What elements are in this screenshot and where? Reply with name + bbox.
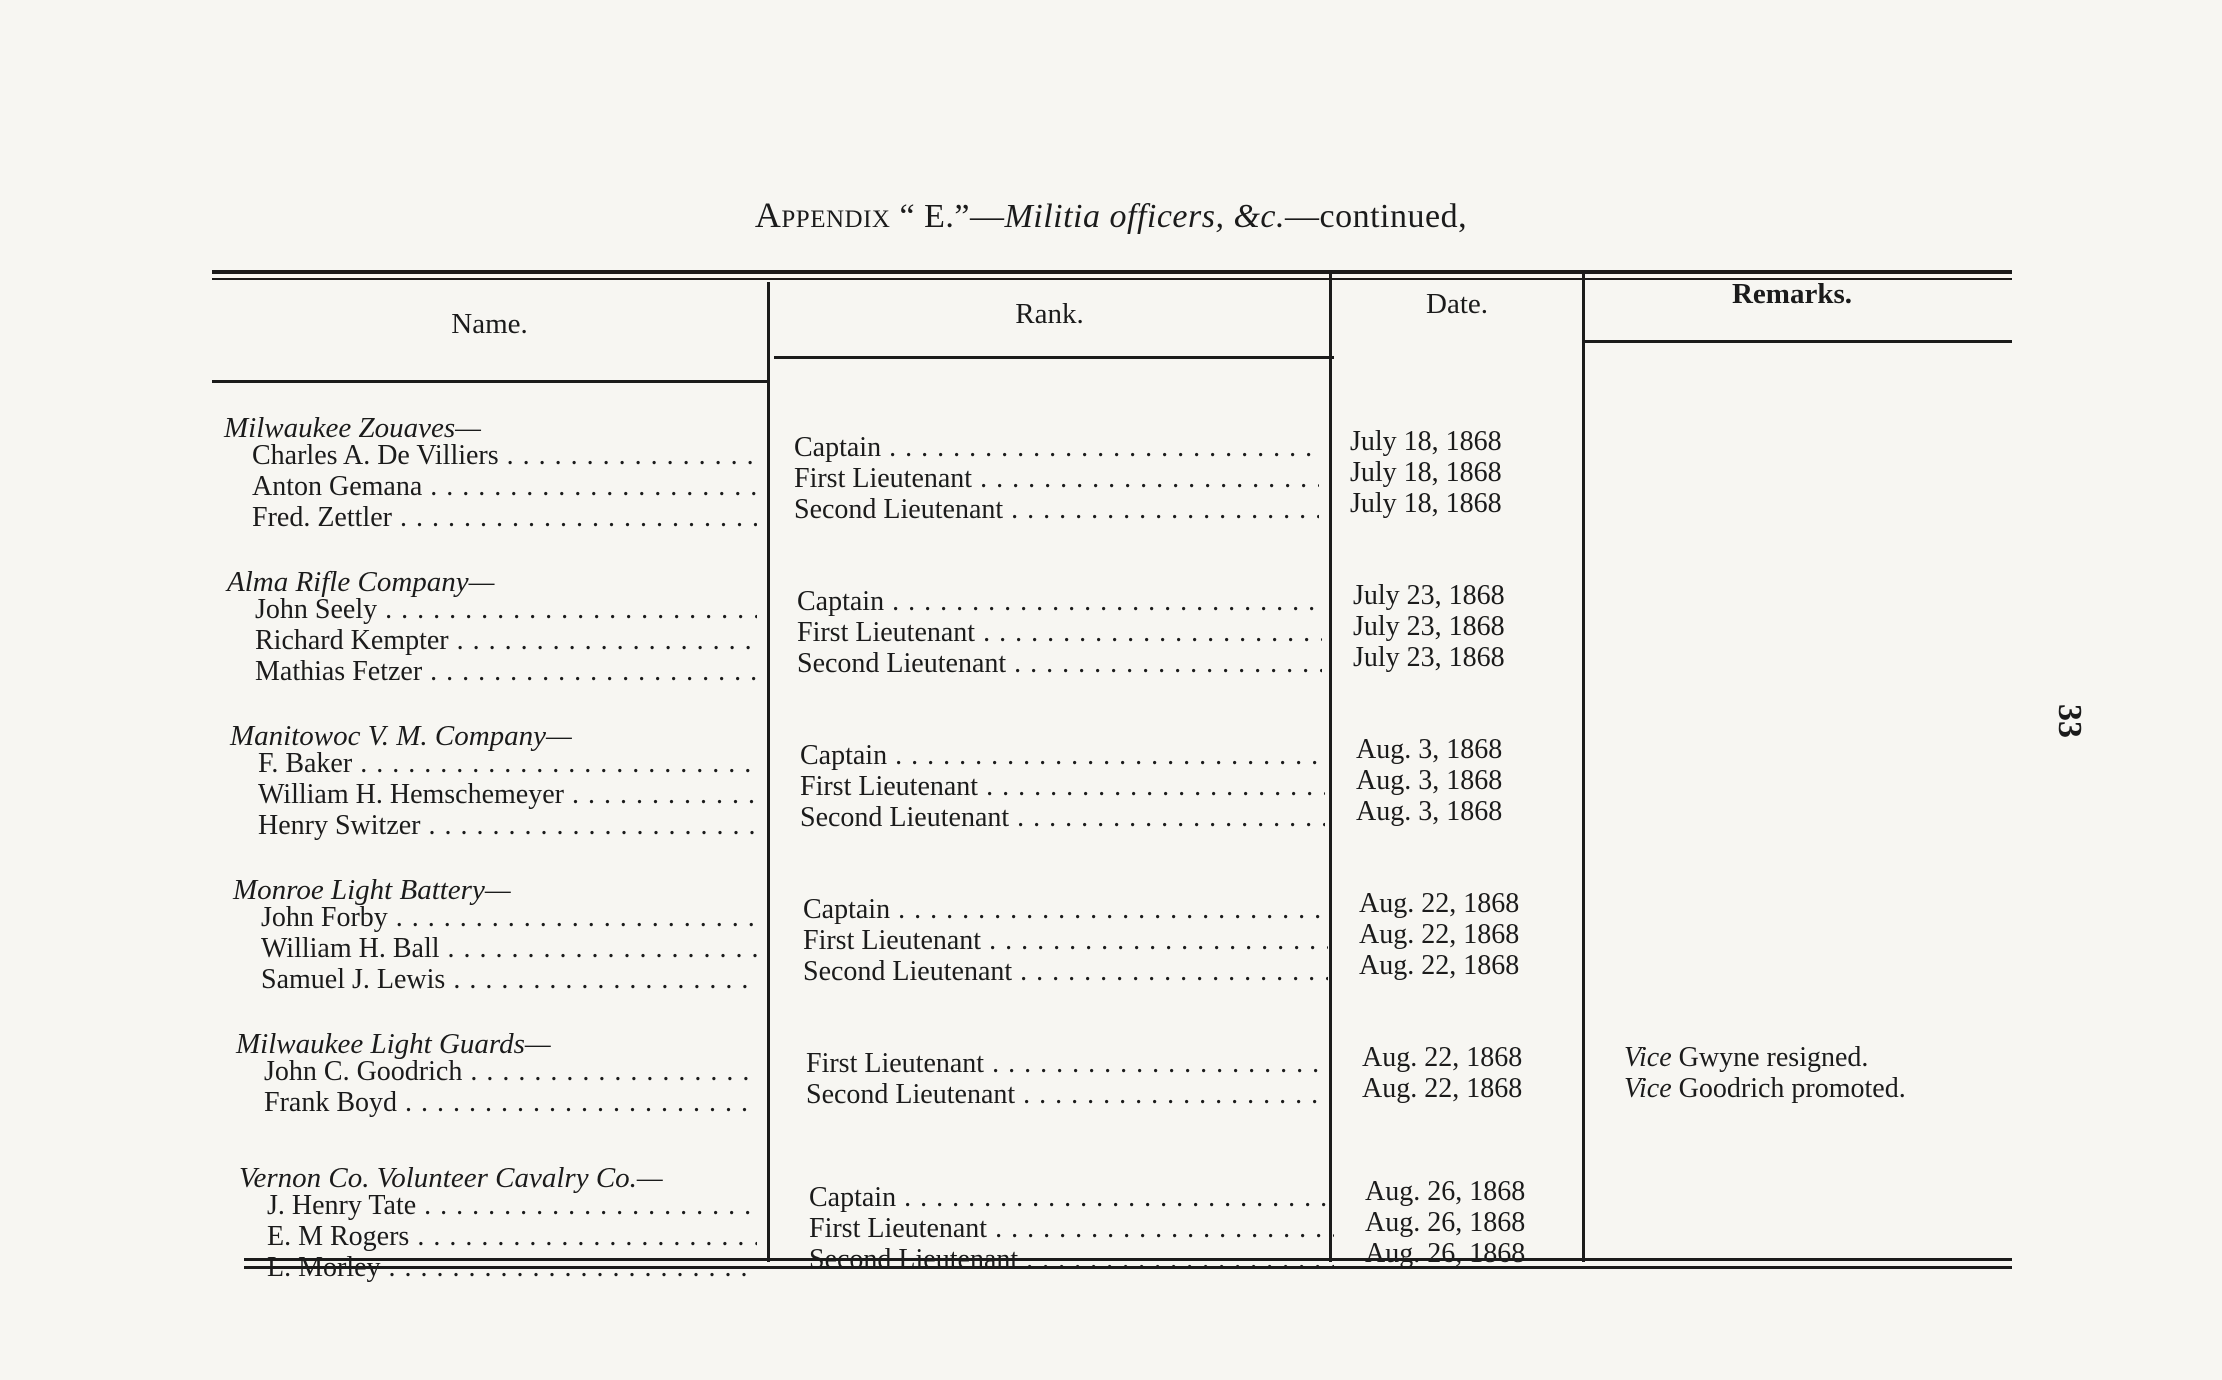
officer-rank: First Lieutenant . . . xyxy=(809,1213,1334,1244)
commission-date: Aug. 26, 1868 xyxy=(1365,1176,1526,1207)
commission-date: Aug. 3, 1868 xyxy=(1356,796,1503,827)
top-rule xyxy=(212,270,2012,274)
officer-rank: Captain . . . xyxy=(800,740,1325,771)
header-rule-remarks xyxy=(1582,340,2012,343)
officer-name: John C. Goodrich . . . xyxy=(264,1056,757,1087)
commission-date: Aug. 22, 1868 xyxy=(1359,950,1520,981)
appendix-label: Appendix xyxy=(754,195,891,235)
officer-name: L. Morley . . . xyxy=(267,1252,757,1283)
officer-rank: First Lieutenant . . . xyxy=(797,617,1322,648)
officer-rank: Second Lieutenant . . . xyxy=(806,1079,1331,1110)
commission-date: Aug. 26, 1868 xyxy=(1365,1207,1526,1238)
title-subject: Militia officers, &c. xyxy=(1004,198,1286,235)
officer-rank: Captain . . . xyxy=(803,894,1328,925)
company-heading: Vernon Co. Volunteer Cavalry Co.— xyxy=(239,1162,663,1194)
header-rank: Rank. xyxy=(1015,298,1084,330)
company-heading: Monroe Light Battery— xyxy=(233,874,511,906)
officer-rank: Captain . . . xyxy=(794,432,1319,463)
commission-date: July 23, 1868 xyxy=(1353,580,1505,611)
appendix-letter: “ E.” xyxy=(899,198,970,235)
commission-date: Aug. 26, 1868 xyxy=(1365,1238,1526,1269)
commission-date: Aug. 22, 1868 xyxy=(1359,888,1520,919)
company-heading: Manitowoc V. M. Company— xyxy=(230,720,572,752)
officer-rank: First Lieutenant . . . xyxy=(806,1048,1331,1079)
company-heading: Milwaukee Light Guards— xyxy=(236,1028,551,1060)
officer-name: William H. Ball . . . xyxy=(261,933,757,964)
officer-name: F. Baker . . . xyxy=(258,748,757,779)
header-date: Date. xyxy=(1426,288,1488,320)
officer-name: Anton Gemana . . . xyxy=(252,471,757,502)
officer-rank: Second Lieutenant . . . xyxy=(800,802,1325,833)
commission-date: Aug. 3, 1868 xyxy=(1356,734,1503,765)
col-divider-name-rank xyxy=(767,282,770,1262)
page-number: 33 xyxy=(2051,704,2088,738)
officer-rank: First Lieutenant . . . xyxy=(794,463,1319,494)
officer-name: John Forby . . . xyxy=(261,902,757,933)
officer-name: J. Henry Tate . . . xyxy=(267,1190,757,1221)
officer-name: Henry Switzer . . . xyxy=(258,810,757,841)
commission-date: July 18, 1868 xyxy=(1350,457,1502,488)
commission-date: July 18, 1868 xyxy=(1350,426,1502,457)
officer-rank: Second Lieutenant . . . xyxy=(794,494,1319,525)
officer-name: Mathias Fetzer . . . xyxy=(255,656,757,687)
commission-date: July 18, 1868 xyxy=(1350,488,1502,519)
officer-name: Charles A. De Villiers . . . xyxy=(252,440,757,471)
commission-date: July 23, 1868 xyxy=(1353,611,1505,642)
commission-date: Aug. 3, 1868 xyxy=(1356,765,1503,796)
officer-name: John Seely . . . xyxy=(255,594,757,625)
header-rule-name xyxy=(212,380,767,383)
officer-name: William H. Hemschemeyer . . . xyxy=(258,779,757,810)
officer-name: Frank Boyd . . . xyxy=(264,1087,757,1118)
header-name: Name. xyxy=(451,308,528,340)
officer-rank: Captain . . . xyxy=(797,586,1322,617)
officer-name: E. M Rogers . . . xyxy=(267,1221,757,1252)
header-rule-rank-date xyxy=(774,356,1334,359)
officer-name: Samuel J. Lewis . . . xyxy=(261,964,757,995)
remark: Vice Gwyne resigned. xyxy=(1624,1042,1869,1073)
officer-rank: Second Lieutenant . . . xyxy=(809,1244,1334,1275)
title-dash: — xyxy=(969,198,1005,235)
officer-name: Fred. Zettler . . . xyxy=(252,502,757,533)
officer-rank: Second Lieutenant . . . xyxy=(803,956,1328,987)
officer-rank: First Lieutenant . . . xyxy=(803,925,1328,956)
company-heading: Milwaukee Zouaves— xyxy=(224,412,481,444)
col-divider-rank-date xyxy=(1329,272,1332,1262)
commission-date: July 23, 1868 xyxy=(1353,642,1505,673)
commission-date: Aug. 22, 1868 xyxy=(1362,1073,1523,1104)
company-heading: Alma Rifle Company— xyxy=(227,566,495,598)
officer-rank: Second Lieutenant . . . xyxy=(797,648,1322,679)
page-title xyxy=(0,194,2222,236)
commission-date: Aug. 22, 1868 xyxy=(1359,919,1520,950)
officer-rank: Captain . . . xyxy=(809,1182,1334,1213)
officer-name: Richard Kempter . . . xyxy=(255,625,757,656)
officer-rank: First Lieutenant . . . xyxy=(800,771,1325,802)
title-continued: —continued, xyxy=(1285,198,1468,235)
remark: Vice Goodrich promoted. xyxy=(1624,1073,1906,1104)
officers-table xyxy=(212,252,2012,1292)
commission-date: Aug. 22, 1868 xyxy=(1362,1042,1523,1073)
header-remarks: Remarks. xyxy=(1731,278,1852,310)
